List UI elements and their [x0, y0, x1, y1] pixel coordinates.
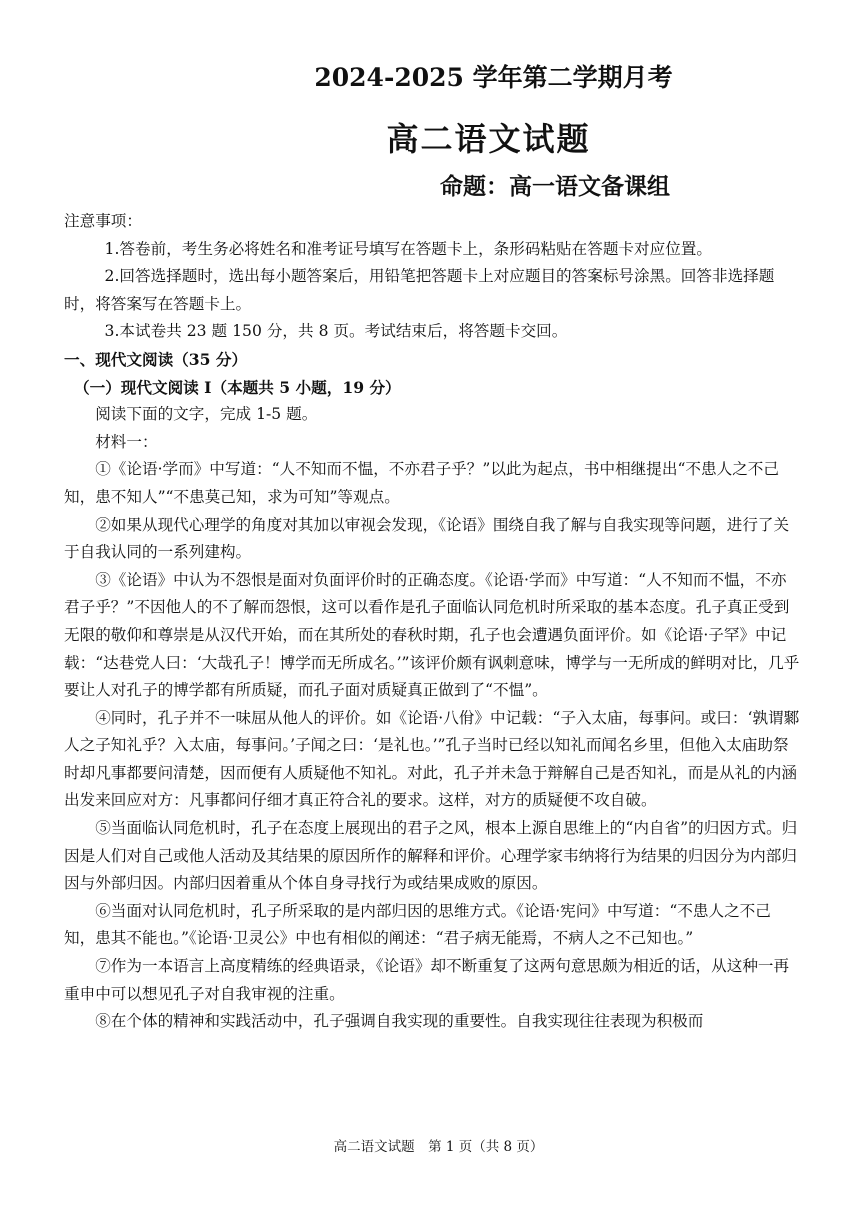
- material-label: 材料一：: [95, 432, 158, 451]
- note-item-3: 3.本试卷共 23 题 150 分，共 8 页。考试结束后，将答题卡交回。: [104, 322, 568, 341]
- section-heading: 一、现代文阅读（35 分）: [64, 349, 248, 369]
- paragraph-8: ⑧在个体的精神和实践活动中，孔子强调自我实现的重要性。自我实现往往表现为积极而: [95, 1012, 704, 1031]
- paragraph-5: ⑤当面临认同危机时，孔子在态度上展现出的君子之风，根本上源自思维上的“内自省”的归因方式。归因是人们对自己或他人活动及其结果的原因所作的解释和评价。心理学家韦纳将行为结果的归因分为内部归因与外部归因。内部归因着重从个体自身寻找行为或结果成败的原因。: [64, 819, 798, 893]
- paragraph-2: ②如果从现代心理学的角度对其加以审视会发现，《论语》围绕自我了解与自我实现等问题，进行了关于自我认同的一系列建构。: [64, 515, 790, 562]
- note-item-1: 1.答卷前，考生务必将姓名和准考证号填写在答题卡上，条形码粘贴在答题卡对应位置。: [104, 239, 712, 258]
- paragraph-1: ①《论语·学而》中写道：“人不知而不愠，不亦君子乎？”以此为起点，书中相继提出“不患人之不己知，患不知人”“不患莫己知，求为可知”等观点。: [64, 460, 779, 506]
- paragraph-6: ⑥当面对认同危机时，孔子所采取的是内部归因的思维方式。《论语·宪问》中写道：“不患人之不己知，患其不能也。”《论语·卫灵公》中也有相似的阐述：“君子病无能焉，不病人之不己知也。”: [64, 901, 771, 948]
- exam-body: [64, 208, 800, 1036]
- exam-year-title: 2024-2025 学年第二学期月考: [314, 63, 673, 92]
- page-footer: 高二语文试题 第 1 页（共 8 页）: [333, 1139, 544, 1155]
- section-subheading: （一）现代文阅读 Ⅰ（本题共 5 小题，19 分）: [74, 377, 401, 397]
- notes-label: 注意事项：: [64, 212, 142, 230]
- exam-main-title: 高二语文试题: [386, 120, 591, 158]
- exam-author: 命题：高一语文备课组: [440, 173, 670, 200]
- paragraph-3: ③《论语》中认为不怨恨是面对负面评价时的正确态度。《论语·学而》中写道：“人不知而不愠，不亦君子乎？”不因他人的不了解而怨恨，这可以看作是孔子面临认同危机时所采取的基本态度。孔子真正受到无限的敬仰和尊崇是从汉代开始，而在其所处的春秋时期，孔子也会遭遇负面评价。如《论语·子罕》中记载：“达巷党人曰：‘大哉孔子！博学而无所成名。’”该评价颇有讽刺意味，博学与一无所成的鲜明对比，几乎要让人对孔子的博学都有所质疑，而孔子面对质疑真正做到了“不愠”。: [64, 570, 800, 700]
- reading-instruction: 阅读下面的文字，完成 1-5 题。: [95, 405, 318, 424]
- paragraph-7: ⑦作为一本语言上高度精练的经典语录，《论语》却不断重复了这两句意思颇为相近的话，从这种一再重申中可以想见孔子对自我审视的注重。: [64, 957, 790, 1003]
- note-item-2: 2.回答选择题时，选出每小题答案后，用铅笔把答题卡上对应题目的答案标号涂黑。回答非选择题时，将答案写在答题卡上。: [64, 267, 775, 313]
- paragraph-4: ④同时，孔子并不一味屈从他人的评价。如《论语·八佾》中记载：“子入太庙，每事问。或曰：‘孰谓鄹人之子知礼乎？入太庙，每事问。’子闻之曰：‘是礼也。’”孔子当时已经以知礼而闻名乡里，但他入太庙助祭时却凡事都要问清楚，因而便有人质疑他不知礼。对此，孔子并未急于辩解自己是否知礼，而是从礼的内涵出发来回应对方：凡事都问仔细才真正符合礼的要求。这样，对方的质疑便不攻自破。: [64, 708, 800, 810]
